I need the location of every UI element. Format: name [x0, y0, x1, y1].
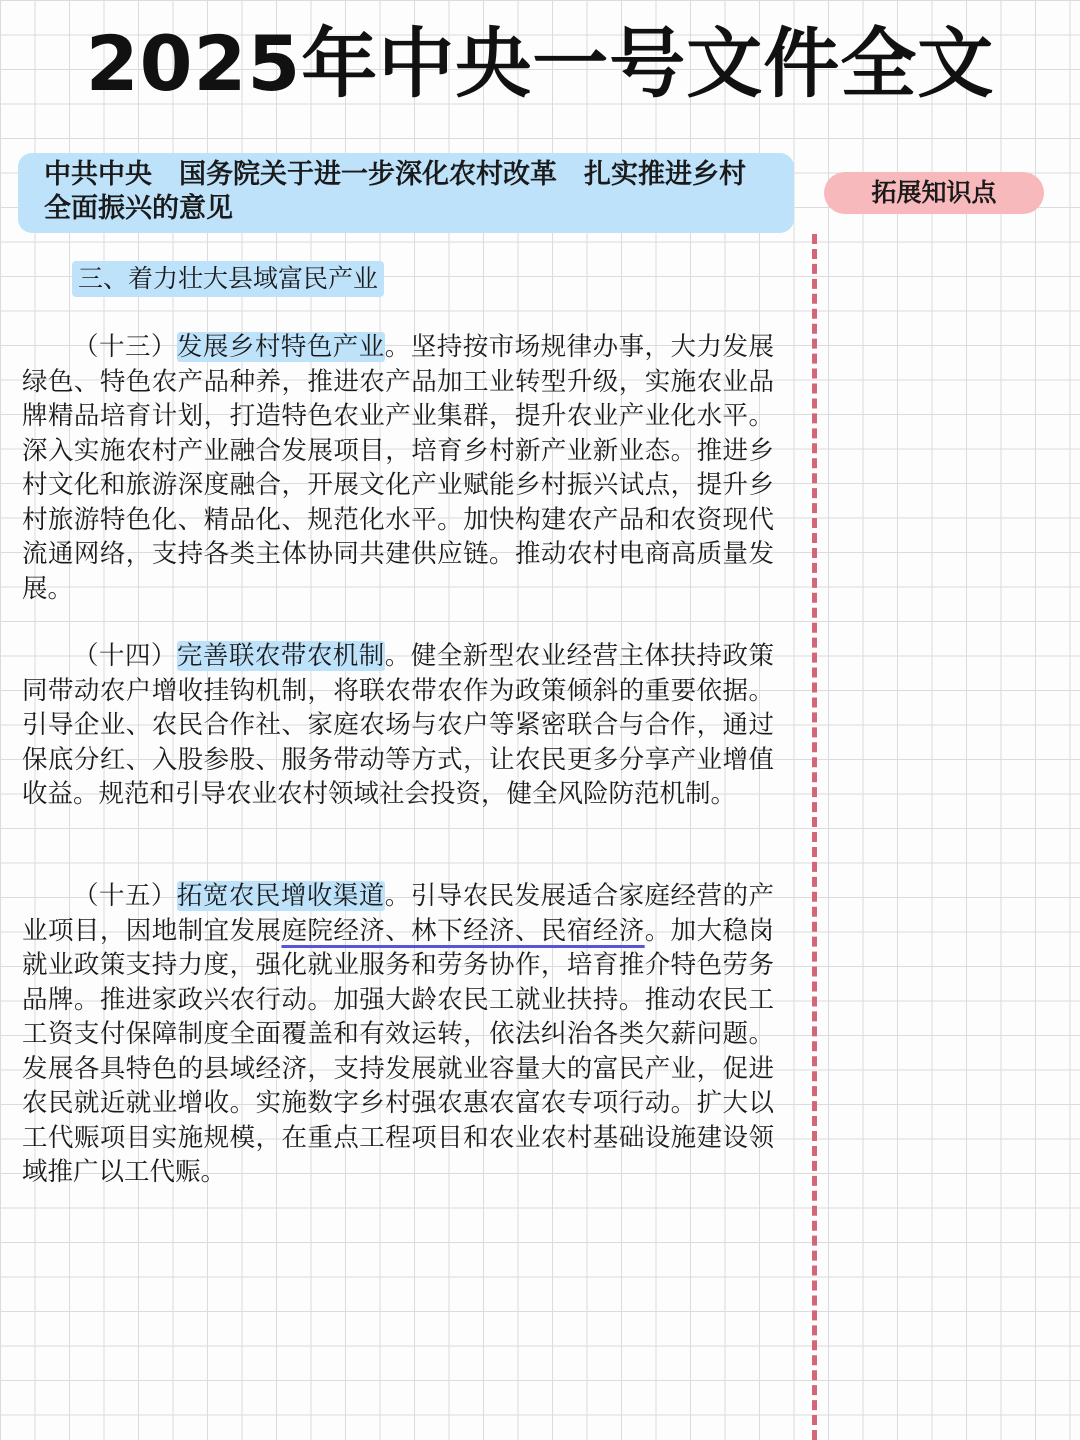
extended-knowledge-tag: 拓展知识点 [824, 172, 1044, 214]
paragraph-15 [22, 879, 774, 1190]
document-header: 中共中央 国务院关于进一步深化农村改革 扎实推进乡村全面振兴的意见 [18, 153, 794, 233]
item-body-after: 。加大稳岗就业政策支持力度，强化就业服务和劳务协作，培育推介特色劳务品牌。推进家政兴农行动。加强大龄农民工就业扶持。推动农民工工资支付保障制度全面覆盖和有效运转，依法纠治各类欠薪问题。发展各具特色的县域经济，支持发展就业容量大的富民产业，促进农民就近就业增收。实施数字乡村强农惠农富农专项行动。扩大以工代赈项目实施规模，在重点工程项目和农业农村基础设施建设领域推广以工代赈。 [22, 915, 774, 1187]
page-title: 2025年中央一号文件全文 [85, 19, 995, 108]
dashed-divider [812, 234, 817, 1440]
item-heading: 完善联农带农机制 [176, 641, 385, 671]
item-body: 。健全新型农业经营主体扶持政策同带动农户增收挂钩机制，将联农带农作为政策倾斜的重要依据。引导企业、农民合作社、家庭农场与农户等紧密联合与合作，通过保底分红、入股参股、服务带动等方式，让农民更多分享产业增值收益。规范和引导农业农村领域社会投资，健全风险防范机制。 [22, 641, 774, 809]
paragraph-13 [22, 330, 774, 606]
paragraph-14 [22, 639, 774, 812]
item-number: （十三） [73, 332, 177, 362]
item-body-before: 。引导农民发展适合家庭经营的产业项目，因地制宜发展 [22, 881, 774, 946]
item-body: 。坚持按市场规律办事，大力发展绿色、特色农产品种养，推进农产品加工业转型升级，实施农业品牌精品培育计划，打造特色农业产业集群，提升农业产业化水平。深入实施农村产业融合发展项目，培育乡村新产业新业态。推进乡村文化和旅游深度融合，开展文化产业赋能乡村振兴试点，提升乡村旅游特色化、精品化、规范化水平。加快构建农产品和农资现代流通网络，支持各类主体协同共建供应链。推动农村电商高质量发展。 [22, 332, 774, 604]
item-heading: 拓宽农民增收渠道 [176, 881, 385, 911]
item-heading: 发展乡村特色产业 [176, 332, 385, 362]
item-number: （十四） [73, 641, 177, 671]
section-heading: 三、着力壮大县域富民产业 [72, 261, 384, 297]
item-number: （十五） [73, 881, 177, 911]
underlined-phrase: 庭院经济、林下经济、民宿经济 [281, 915, 645, 946]
